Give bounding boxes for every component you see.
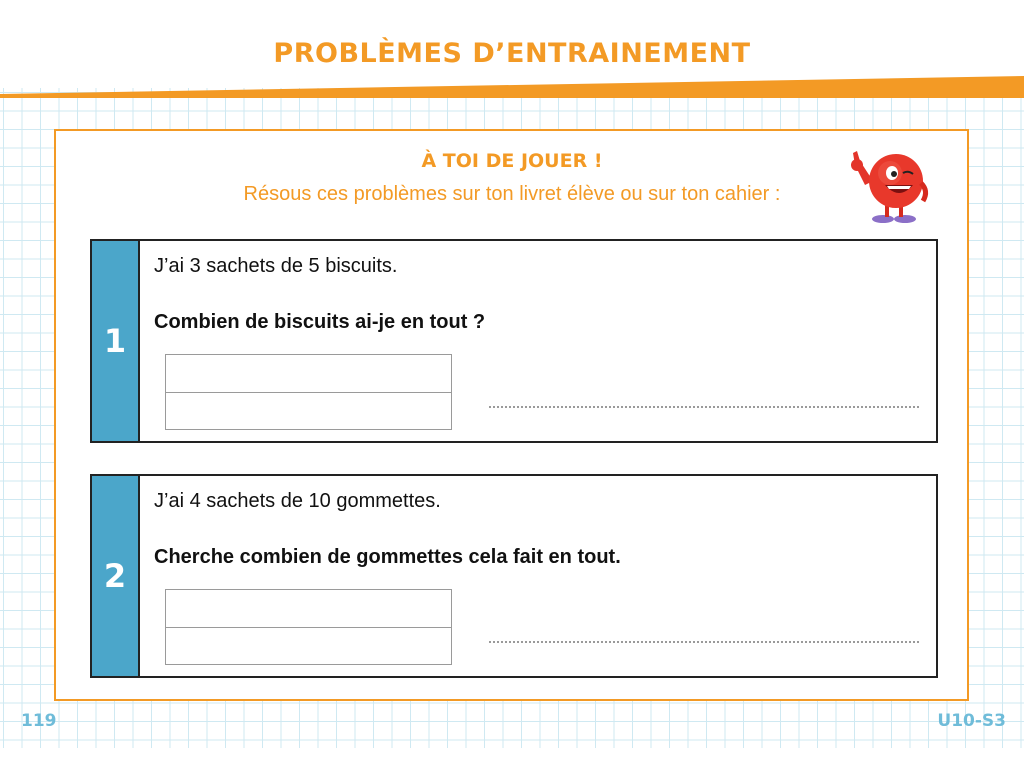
header-orange-band <box>0 74 1024 100</box>
answer-table[interactable] <box>165 589 452 665</box>
problem-card-2 <box>90 474 938 678</box>
page-number: 119 <box>21 711 57 731</box>
answer-table-divider <box>166 627 451 628</box>
mascot-icon <box>843 143 933 228</box>
problem-number-tab: 1 <box>92 241 140 441</box>
answer-dotted-line[interactable] <box>489 641 919 643</box>
answer-table-divider <box>166 392 451 393</box>
problem-number-tab: 2 <box>92 476 140 676</box>
answer-dotted-line[interactable] <box>489 406 919 408</box>
instruction-text: Résous ces problèmes sur ton livret élève ou sur ton cahier : <box>243 183 781 205</box>
problem-question: Combien de biscuits ai-je en tout ? <box>154 311 486 333</box>
unit-code: U10-S3 <box>937 711 1006 731</box>
answer-table[interactable] <box>165 354 452 430</box>
problem-question: Cherche combien de gommettes cela fait en tout. <box>154 546 621 568</box>
section-subtitle: À TOI DE JOUER ! <box>421 150 603 172</box>
problem-statement: J’ai 4 sachets de 10 gommettes. <box>154 490 441 512</box>
page-title: PROBLÈMES D’ENTRAINEMENT <box>273 38 751 69</box>
problem-card-1 <box>90 239 938 443</box>
problem-statement: J’ai 3 sachets de 5 biscuits. <box>154 255 398 277</box>
